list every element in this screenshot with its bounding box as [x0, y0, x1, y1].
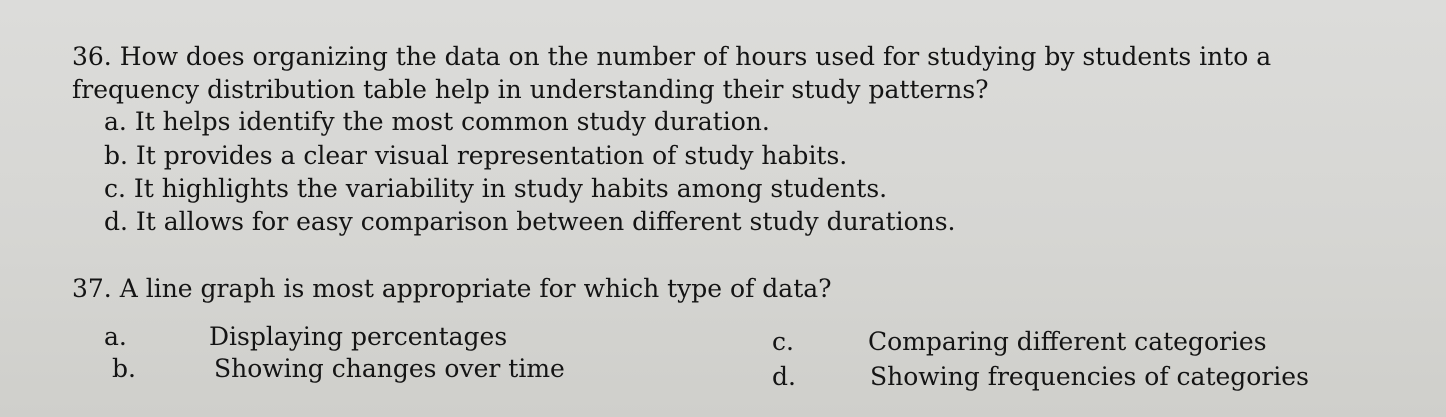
question-37-option-d: [772, 361, 1412, 395]
question-37-option-c: [772, 326, 1372, 360]
question-36-stem-text-1: How does organizing the data on the number of hours used for studying by students into a: [119, 42, 1272, 71]
question-36-stem-line-2: frequency distribution table help in understanding their study patterns?: [72, 75, 989, 104]
option-text: Showing changes over time: [214, 354, 565, 383]
question-36-option-c: [104, 173, 887, 205]
option-text: Comparing different categories: [868, 327, 1267, 356]
question-36-option-a: [104, 106, 770, 138]
option-letter: c.: [104, 174, 126, 203]
option-letter: d.: [772, 362, 796, 391]
option-letter: b.: [112, 354, 136, 383]
option-text: It allows for easy comparison between different study durations.: [135, 207, 956, 236]
option-text: It provides a clear visual representation of study habits.: [135, 141, 848, 170]
option-letter: b.: [104, 141, 128, 170]
option-text: Displaying percentages: [209, 322, 508, 351]
option-text: It helps identify the most common study duration.: [134, 107, 770, 136]
option-text: Showing frequencies of categories: [870, 362, 1309, 391]
option-text: It highlights the variability in study habits among students.: [133, 174, 888, 203]
question-37-number: 37.: [72, 274, 112, 303]
question-37-option-a: [104, 321, 664, 355]
option-letter: a.: [104, 322, 127, 351]
question-36-option-b: [104, 140, 847, 172]
question-36-stem-line-1: [72, 40, 1271, 74]
option-letter: d.: [104, 207, 128, 236]
question-37-option-b: [112, 353, 672, 387]
question-37-stem-text: A line graph is most appropriate for which type of data?: [119, 274, 832, 303]
option-letter: a.: [104, 107, 127, 136]
option-letter: c.: [772, 327, 794, 356]
question-36-number: 36.: [72, 42, 112, 71]
question-36-option-d: [104, 206, 956, 238]
question-37-stem: [72, 272, 832, 306]
